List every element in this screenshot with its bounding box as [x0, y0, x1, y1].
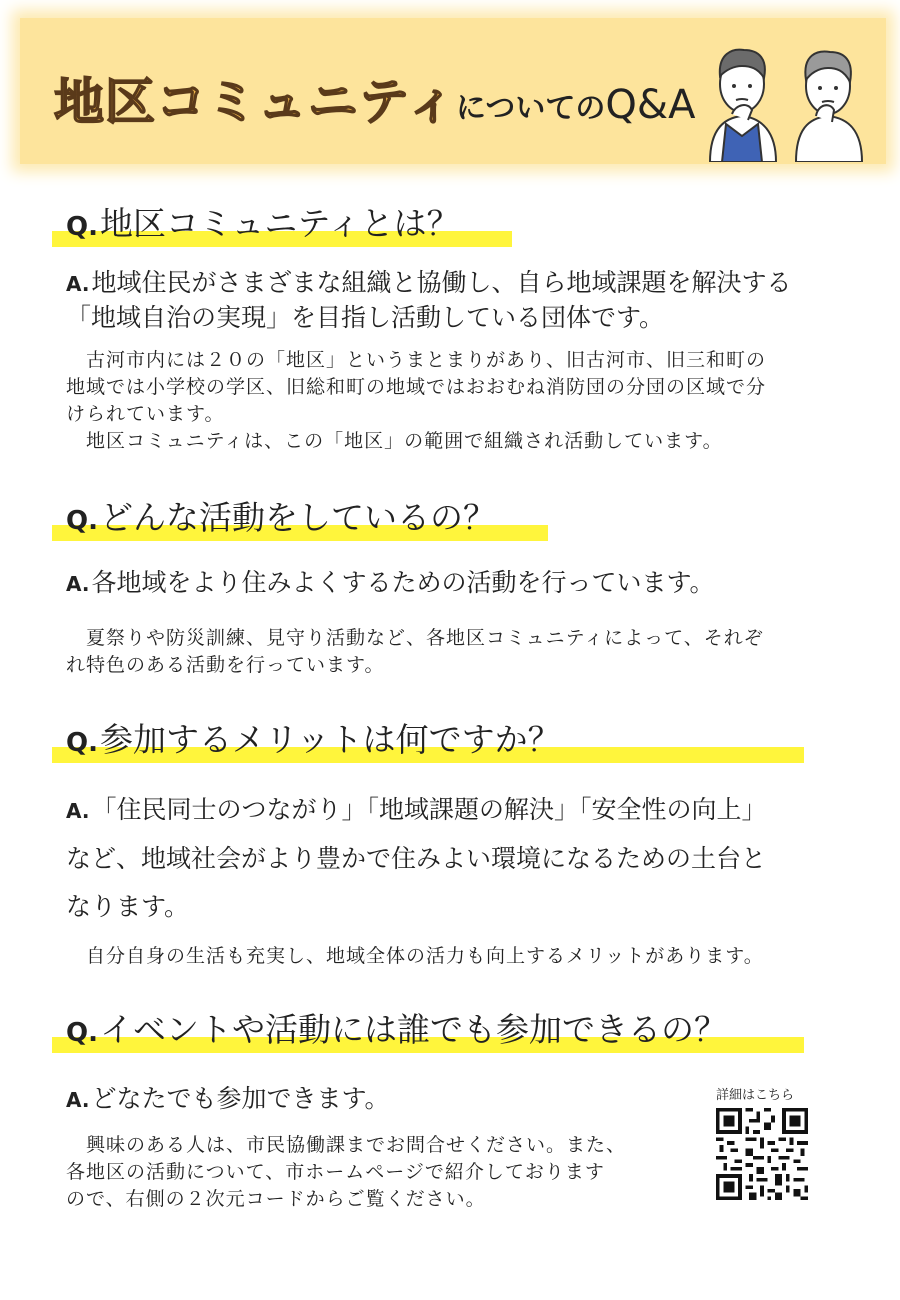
question-1 — [66, 198, 460, 245]
a-mark: A. — [66, 572, 90, 596]
answer-4 — [66, 1082, 389, 1117]
qr-code-icon[interactable] — [716, 1108, 808, 1200]
thinking-people-illustration-icon — [692, 32, 872, 162]
q-mark: Q. — [66, 1018, 98, 1048]
answer-line: 「地域自治の実現」を目指し活動している団体です。 — [66, 303, 665, 332]
question-text: 地区コミュニティとは？ — [99, 204, 460, 243]
answer-line: なります。 — [66, 892, 190, 921]
body-line: 各地区の活動について、市ホームページで紹介しております — [66, 1161, 605, 1183]
body-text-1 — [66, 347, 766, 455]
answer-line: 各地域をより住みよくするための活動を行っています。 — [91, 568, 715, 597]
header-banner — [20, 18, 886, 164]
q-mark: Q. — [66, 728, 98, 758]
subtitle-text: についての — [456, 91, 606, 126]
question-text: どんな活動をしているの？ — [99, 498, 496, 537]
answer-line: どなたでも参加できます。 — [91, 1084, 390, 1113]
qr-label: 詳細はこちら — [716, 1088, 795, 1103]
question-4 — [66, 1004, 727, 1051]
body-line: 興味のある人は、市民協働課までお問合せください。また、 — [66, 1134, 627, 1156]
person-left-icon — [710, 50, 776, 162]
body-line: 古河市内には２０の「地区」というまとまりがあり、旧古河市、旧三和町の — [66, 349, 767, 371]
question-text: イベントや活動には誰でも参加できるの？ — [99, 1010, 727, 1049]
answer-line: 「住民同士のつながり」「地域課題の解決」「安全性の向上」 — [91, 795, 767, 824]
body-line: 地区コミュニティは、この「地区」の範囲で組織され活動しています。 — [66, 430, 723, 452]
body-line: 夏祭りや防災訓練、見守り活動など、各地区コミュニティによって、それぞ — [66, 627, 764, 649]
a-mark: A. — [66, 272, 90, 296]
page-title: 地区コミュニティ — [54, 73, 457, 131]
body-line: けられています。 — [66, 403, 225, 425]
question-2 — [66, 492, 496, 539]
a-mark: A. — [66, 1088, 90, 1112]
q-mark: Q. — [66, 506, 98, 536]
page-subtitle — [456, 82, 695, 128]
body-line: 地域では小学校の学区、旧総和町の地域ではおおむね消防団の分団の区域で分 — [66, 376, 767, 398]
body-line: れ特色のある活動を行っています。 — [66, 654, 385, 676]
question-3 — [66, 714, 561, 761]
body-text-4 — [66, 1132, 626, 1213]
question-text: 参加するメリットは何ですか？ — [99, 720, 561, 759]
a-mark: A. — [66, 799, 90, 823]
person-right-icon — [796, 52, 862, 162]
answer-line: 地域住民がさまざまな組織と協働し、自ら地域課題を解決する — [91, 268, 792, 297]
body-line: ので、右側の２次元コードからご覧ください。 — [66, 1188, 486, 1210]
answer-1 — [66, 266, 791, 335]
answer-2 — [66, 566, 714, 601]
q-mark: Q. — [66, 212, 98, 242]
answer-3 — [66, 786, 766, 931]
answer-line: など、地域社会がより豊かで住みよい環境になるための土台と — [66, 844, 767, 873]
body-text-2 — [66, 625, 764, 679]
body-line: 自分自身の生活も充実し、地域全体の活力も向上するメリットがあります。 — [66, 945, 764, 967]
subtitle-qa: Q&A — [605, 82, 696, 128]
body-text-3 — [66, 943, 764, 970]
